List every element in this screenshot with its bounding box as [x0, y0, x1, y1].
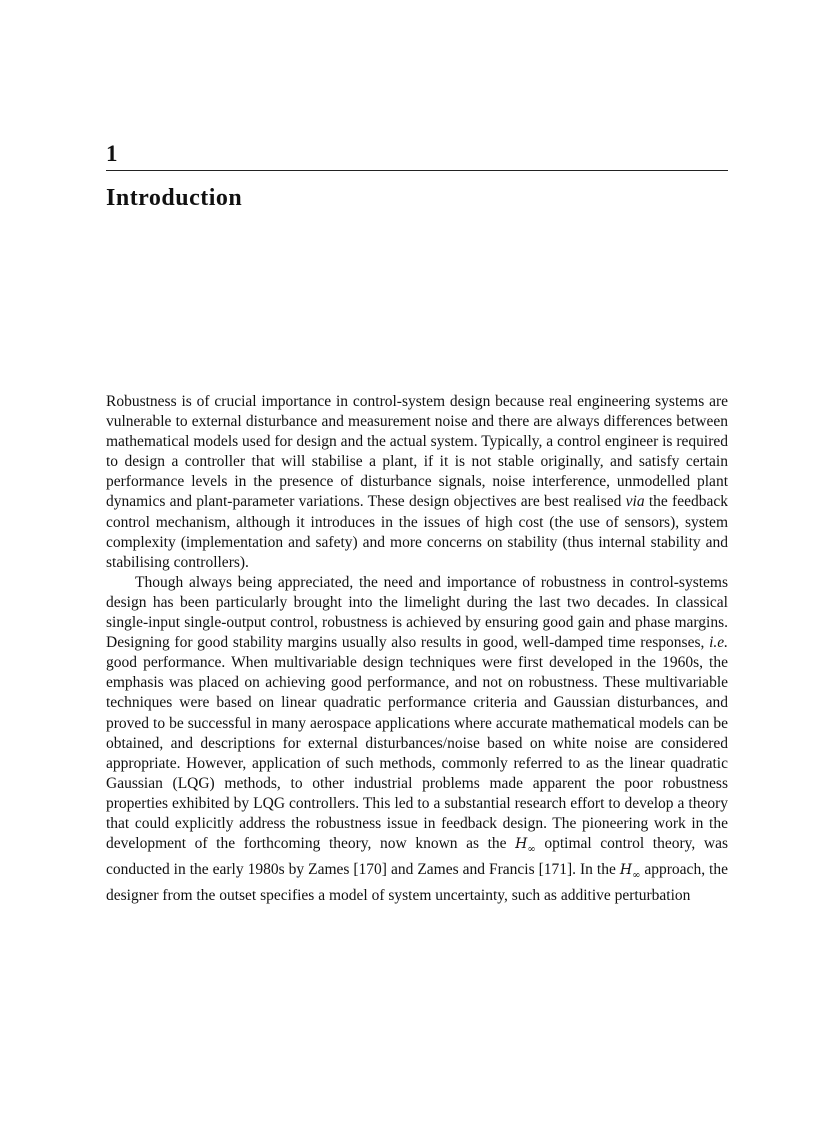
chapter-title: Introduction: [106, 185, 243, 211]
text-segment: optimal control theory, was conducted in the early 1980s by Zames [170] and Zames and Francis [171]. In the: [106, 835, 728, 878]
body-text: [106, 392, 728, 906]
paragraph-2: [106, 573, 728, 906]
text-segment: Though always being appreciated, the need and importance of robustness in control-systems design has been particularly brought into the limelight during the last two decades. In classical single-input single-output control, robustness is achieved by ensuring good gain and phase margins. Designing for good stability margins usually also results in good, well-damped time responses,: [106, 573, 728, 652]
chapter-number: 1: [106, 141, 118, 166]
paragraph-1: [106, 392, 728, 573]
text-segment: good performance. When multivariable design techniques were first developed in the 1960s, the emphasis was placed on achieving good performance, and not on robustness. These multivariable techniques were based on linear quadratic performance criteria and Gaussian disturbances, and proved to be successful in many aerospace applications where accurate mathematical models can be obtained, and descriptions for external disturbances/noise based on white noise are considered appropriate. However, application of such methods, commonly referred to as the linear quadratic Gaussian (LQG) methods, to other industrial problems made apparent the poor robustness properties exhibited by LQG controllers. This led to a substantial research effort to develop a theory that could explicitly address the robustness issue in feedback design. The pioneering work in the development of the forthcoming theory, now known as the: [106, 654, 728, 853]
text-segment: the feedback control mechanism, although it introduces in the issues of high cost (the use of sensors), system complexity (implementation and safety) and more concerns on stability (thus internal stability and stabilising controllers).: [106, 493, 728, 571]
text-segment: approach, the designer from the outset specifies a model of system uncertainty, such as additive perturbation: [106, 860, 728, 904]
text-segment: Robustness is of crucial importance in control-system design because real engineering systems are vulnerable to external disturbance and measurement noise and there are always differences between mathematical models used for design and the actual system. Typically, a control engineer is required to design a controller that will stabilise a plant, if it is not stable originally, and satisfy certain performance levels in the presence of disturbance signals, noise interference, unmodelled plant dynamics and plant-parameter variations. These design objectives are best realised: [106, 393, 728, 511]
emphasis-ie: i.e.: [709, 634, 728, 652]
emphasis-via: via: [625, 493, 645, 511]
h-infinity-symbol: $H_\infty$: [619, 861, 641, 881]
chapter-rule: [106, 170, 728, 171]
h-infinity-symbol: $H_\infty$: [515, 836, 536, 855]
